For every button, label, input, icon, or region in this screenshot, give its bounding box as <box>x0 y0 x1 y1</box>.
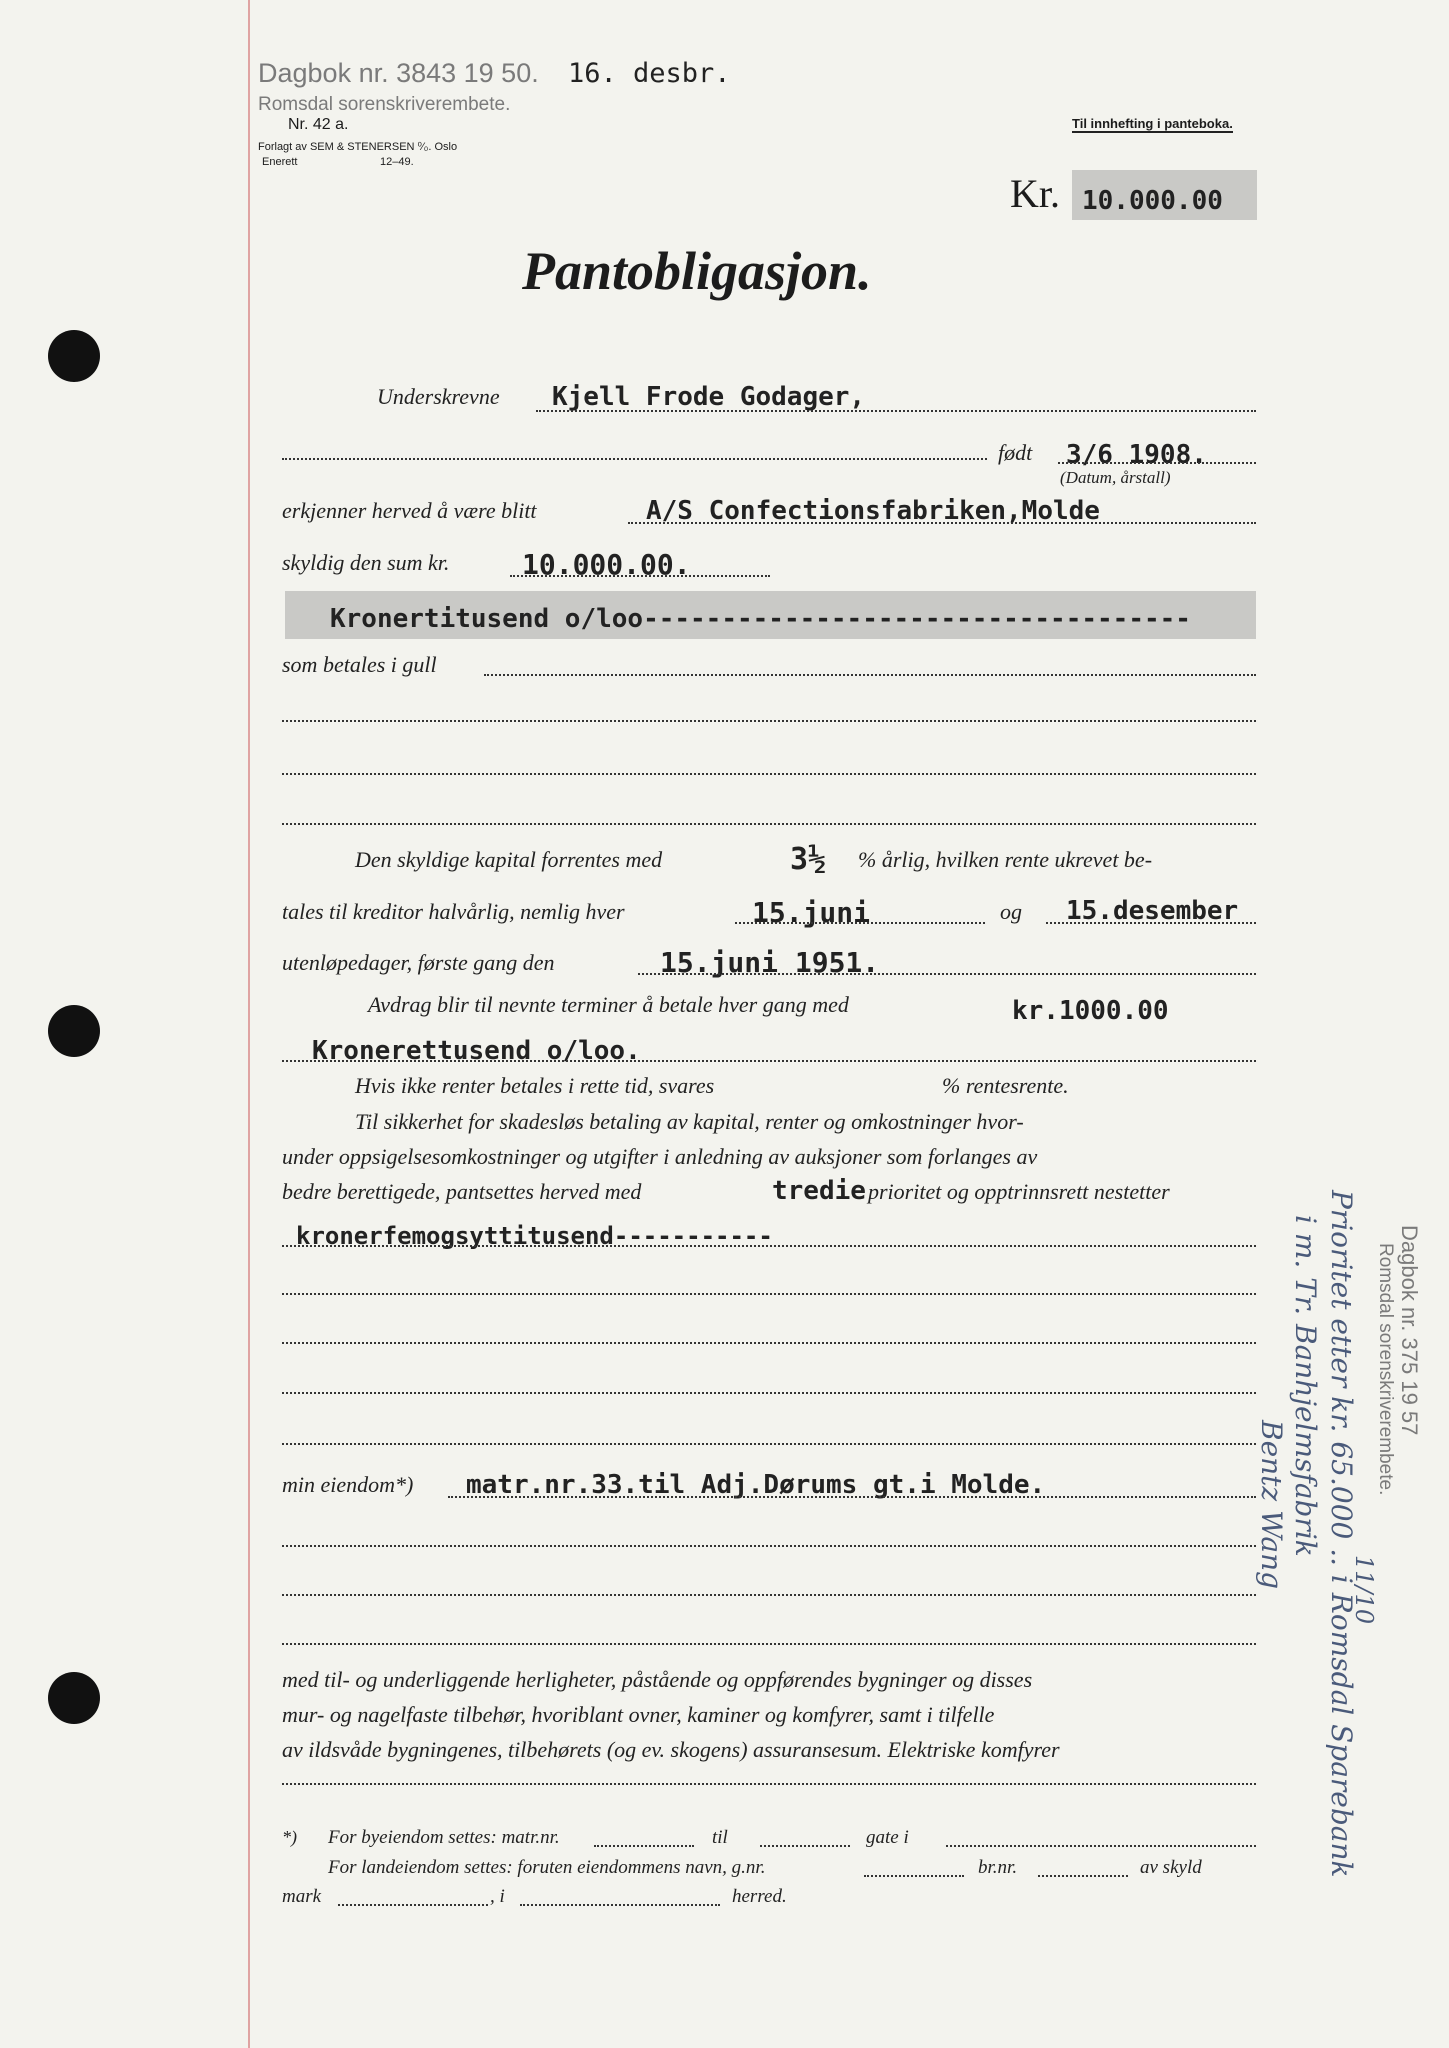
herlighet-text: av ildsvåde bygningenes, tilbehørets (og ev. skogens) assuransesum. Elektriske komfyrer <box>282 1737 1060 1762</box>
fill-line <box>1046 922 1256 924</box>
footnote-text: gate i <box>866 1827 909 1848</box>
rente-text: tales til kreditor halvårlig, nemlig hver <box>282 899 625 924</box>
herlighet-text: med til- og underliggende herligheter, påstående og oppførendes bygninger og disses <box>282 1667 1033 1692</box>
fill-line <box>1038 1875 1128 1877</box>
words-amount: Kronertitusend o/loo----------------------------------- <box>330 604 1191 634</box>
handwritten-note: Prioritet etter kr. 65.000 .. i Romsdal Sparebank <box>1325 1190 1358 1878</box>
note-right: Til innhefting i panteboka. <box>1072 116 1233 131</box>
avdrag-text: Avdrag blir til nevnte terminer å betale hver gang med <box>368 992 849 1017</box>
fill-line <box>282 823 1256 825</box>
fill-line <box>282 1293 1256 1295</box>
property: matr.nr.33.til Adj.Dørums gt.i Molde. <box>466 1470 1046 1500</box>
fill-line <box>520 1904 720 1906</box>
binder-hole <box>48 1005 100 1057</box>
fill-line <box>536 410 1256 412</box>
fill-line <box>864 1875 964 1877</box>
fill-line <box>638 973 1256 975</box>
rente-text: utenløpedager, første gang den <box>282 950 555 975</box>
fodt-label: født <box>998 440 1033 465</box>
binder-hole <box>48 330 100 382</box>
undersk-label: Underskrevne <box>377 384 500 409</box>
first-date: 15.juni 1951. <box>660 946 880 979</box>
priority: tredie <box>772 1176 866 1206</box>
handwritten-note: i m. Tr. Banhjelmsfabrik <box>1289 1215 1322 1557</box>
sikkerhet-text: prioritet og opptrinnsrett nestetter <box>868 1179 1170 1204</box>
dagbok-stamp: Dagbok nr. 3843 19 50. <box>258 58 539 88</box>
margin-dagbok-stamp: Dagbok nr. 375 19 57 <box>1397 1225 1422 1436</box>
hvis-text: Hvis ikke renter betales i rette tid, svares <box>355 1073 715 1098</box>
herlighet-text: mur- og nagelfaste tilbehør, hvoriblant ovner, kaminer og komfyrer, samt i tilfelle <box>282 1702 995 1727</box>
fill-line <box>282 1342 1256 1344</box>
fill-line <box>448 1496 1256 1498</box>
handwritten-signature: Bentz Wang <box>1255 1420 1288 1590</box>
rente-text: % årlig, hvilken rente ukrevet be- <box>858 847 1153 872</box>
document-title: Pantobligasjon. <box>522 241 872 301</box>
fill-line <box>510 575 770 577</box>
kr-label: Kr. <box>1010 171 1060 216</box>
office-stamp: Romsdal sorenskriverembete. <box>258 94 511 115</box>
fill-line <box>282 1392 1256 1394</box>
sikkerhet-text: bedre berettigede, pantsettes herved med <box>282 1179 642 1204</box>
og-label: og <box>1000 899 1022 924</box>
footnote-text: til <box>712 1827 728 1848</box>
fill-line <box>735 922 985 924</box>
dagbok-date: 16. desbr. <box>568 58 731 89</box>
footnote-text: , i <box>490 1886 505 1907</box>
fill-line <box>282 1783 1256 1785</box>
fill-line <box>760 1845 850 1847</box>
margin-date: 11/10 <box>1350 1555 1378 1625</box>
fill-line <box>628 522 1256 524</box>
fill-line <box>282 1643 1256 1645</box>
rente-text: Den skyldige kapital forrentes med <box>355 847 663 872</box>
avdrag-value: kr.1000.00 <box>1012 996 1169 1026</box>
margin-rule <box>248 0 250 2048</box>
footnote-text: For landeiendom settes: foruten eiendommens navn, g.nr. <box>328 1857 766 1878</box>
footnote-text: av skyld <box>1140 1857 1202 1878</box>
fill-line <box>282 1594 1256 1596</box>
footnote-text: mark <box>282 1886 322 1907</box>
skyldig-value: 10.000.00. <box>522 548 691 581</box>
creditor-name: A/S Confectionsfabriken,Molde <box>646 496 1100 526</box>
birth-date: 3/6 1908. <box>1066 440 1207 470</box>
erkjenner-label: erkjenner herved å være blitt <box>282 498 537 523</box>
fill-line <box>282 1060 1256 1062</box>
prior-amount: kronerfemogsyttitusend----------- <box>296 1222 773 1250</box>
fill-line <box>282 1245 1256 1247</box>
fill-line <box>282 720 1256 722</box>
binder-hole <box>48 1672 100 1724</box>
footnote-star: *) <box>282 1827 297 1847</box>
fill-line <box>282 1545 1256 1547</box>
fill-line <box>594 1845 694 1847</box>
publisher: Forlagt av SEM & STENERSEN ⁰⁄₀. Oslo <box>258 141 458 153</box>
eiendom-label: min eiendom*) <box>282 1472 414 1497</box>
term-1: 15.juni <box>752 896 871 929</box>
fill-line <box>484 674 1256 676</box>
footnote-text: herred. <box>732 1886 787 1907</box>
footnote-text: br.nr. <box>978 1857 1018 1878</box>
edition: 12–49. <box>380 156 414 168</box>
fill-line <box>1058 462 1256 464</box>
form-number: Nr. 42 a. <box>288 116 349 133</box>
debtor-name: Kjell Frode Godager, <box>552 382 866 412</box>
term-2: 15.desember <box>1066 896 1239 926</box>
fill-line <box>282 773 1256 775</box>
fill-line <box>282 458 987 460</box>
skyldig-label: skyldig den sum kr. <box>282 550 450 575</box>
sikkerhet-text: under oppsigelsesomkostninger og utgifter i anledning av auksjoner som forlanges av <box>282 1144 1038 1169</box>
avdrag-words: Kronerettusend o/loo. <box>312 1036 641 1066</box>
datum-hint: (Datum, årstall) <box>1060 468 1171 487</box>
margin-office-stamp: Romsdal sorenskriverembete. <box>1375 1243 1396 1496</box>
interest-rate: 3½ <box>790 842 827 877</box>
rentesrente: % rentesrente. <box>942 1073 1069 1098</box>
amount-value: 10.000.00 <box>1082 186 1223 216</box>
footnote-text: For byeiendom settes: matr.nr. <box>328 1827 560 1848</box>
fill-line <box>338 1904 488 1906</box>
sikkerhet-text: Til sikkerhet for skadesløs betaling av kapital, renter og omkostninger hvor- <box>355 1109 1024 1134</box>
fill-line <box>946 1845 1256 1847</box>
enerett: Enerett <box>262 156 298 168</box>
fill-line <box>282 1443 1256 1445</box>
betales-label: som betales i gull <box>282 652 437 677</box>
